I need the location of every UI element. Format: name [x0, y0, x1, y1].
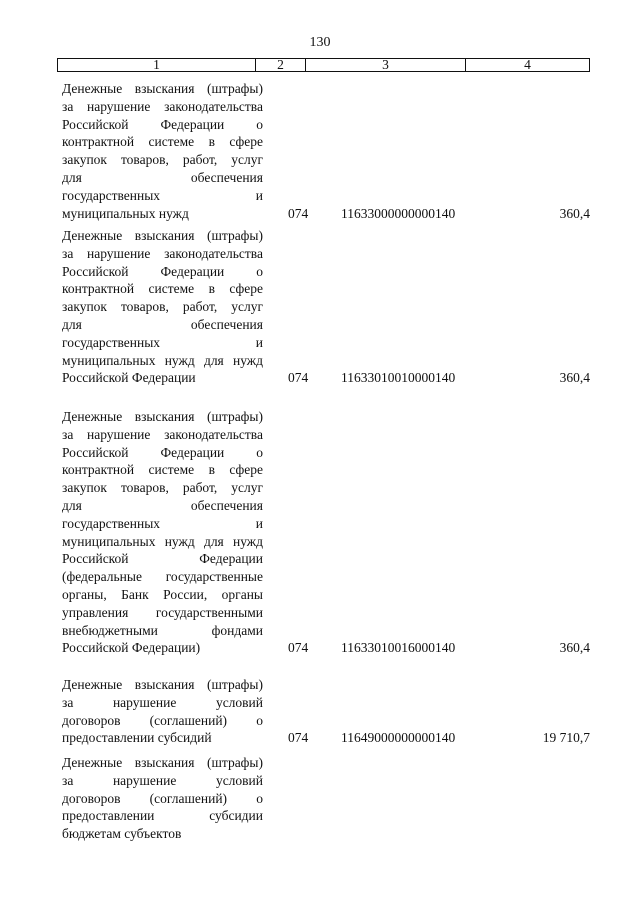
- amount-cell: 360,4: [559, 640, 590, 656]
- description-line: Денежные взыскания (штрафы): [62, 81, 263, 96]
- table-row: [62, 408, 590, 657]
- admin-code-cell: 074: [288, 640, 309, 656]
- description-line: государственных и: [62, 187, 263, 203]
- description-line: Российской Федерации о: [62, 263, 263, 279]
- description-line: закупок товаров, работ, услуг: [62, 299, 263, 315]
- budget-code-cell: 11649000000000140: [341, 730, 456, 746]
- description-line: Российской Федерации: [62, 370, 196, 386]
- description-line: закупок товаров, работ, услуг: [62, 152, 263, 168]
- description-line: муниципальных нужд для нужд: [62, 533, 263, 549]
- description-line: Денежные взыскания (штрафы): [62, 755, 263, 770]
- budget-code-cell: 11633010016000140: [341, 640, 456, 656]
- column-header-2: 2: [256, 59, 306, 71]
- description-line: внебюджетными фондами: [62, 622, 263, 638]
- description-line: муниципальных нужд для нужд: [62, 352, 263, 368]
- description-line: управления государственными: [62, 604, 263, 620]
- description-line: предоставлении субсидии: [62, 808, 263, 824]
- description-line: за нарушение условий: [62, 772, 263, 788]
- column-header-4: 4: [524, 57, 531, 72]
- description-line: государственных и: [62, 334, 263, 350]
- admin-code-cell: 074: [288, 370, 309, 386]
- description-line: (федеральные государственные: [62, 569, 263, 585]
- description-line: контрактной системе в сфере: [62, 134, 263, 150]
- row-description: [62, 408, 263, 657]
- description-line: за нарушение законодательства: [62, 426, 263, 442]
- row-description: [62, 754, 263, 843]
- admin-code-cell: 074: [288, 730, 309, 746]
- admin-code-cell: 074: [288, 205, 309, 221]
- description-line: контрактной системе в сфере: [62, 462, 263, 478]
- amount-cell: 360,4: [559, 205, 590, 221]
- description-line: за нарушение законодательства: [62, 98, 263, 114]
- table-header-row: [57, 58, 590, 72]
- description-line: Денежные взыскания (штрафы): [62, 677, 263, 692]
- description-line: государственных и: [62, 515, 263, 531]
- description-line: закупок товаров, работ, услуг: [62, 480, 263, 496]
- description-line: для обеспечения: [62, 497, 263, 513]
- description-line: органы, Банк России, органы: [62, 586, 263, 602]
- row-description: [62, 676, 263, 747]
- description-line: бюджетам субъектов: [62, 826, 182, 842]
- description-line: Денежные взыскания (штрафы): [62, 409, 263, 424]
- column-header-3: 3: [306, 59, 466, 71]
- description-line: Российской Федерации): [62, 640, 201, 656]
- description-line: контрактной системе в сфере: [62, 281, 263, 297]
- description-line: Российской Федерации: [62, 551, 263, 567]
- budget-code-cell: 11633010010000140: [341, 370, 456, 386]
- description-line: Денежные взыскания (штрафы): [62, 228, 263, 243]
- description-line: предоставлении субсидий: [62, 730, 212, 746]
- table-row: [62, 676, 590, 747]
- page-number: 130: [309, 35, 331, 50]
- description-line: договоров (соглашений) о: [62, 790, 263, 806]
- description-line: за нарушение условий: [62, 694, 263, 710]
- amount-cell: 19 710,7: [542, 730, 590, 746]
- column-header-1: 1: [58, 59, 256, 71]
- description-line: Российской Федерации о: [62, 116, 263, 132]
- description-line: договоров (соглашений) о: [62, 712, 263, 728]
- description-line: Российской Федерации о: [62, 444, 263, 460]
- table-row: [62, 80, 590, 222]
- description-line: для обеспечения: [62, 169, 263, 185]
- amount-cell: 360,4: [559, 370, 590, 386]
- description-line: для обеспечения: [62, 316, 263, 332]
- description-line: муниципальных нужд: [62, 205, 189, 221]
- row-description: [62, 227, 263, 387]
- table-row: [62, 754, 590, 843]
- description-line: за нарушение законодательства: [62, 245, 263, 261]
- table-row: [62, 227, 590, 387]
- budget-code-cell: 11633000000000140: [341, 205, 456, 221]
- row-description: [62, 80, 263, 222]
